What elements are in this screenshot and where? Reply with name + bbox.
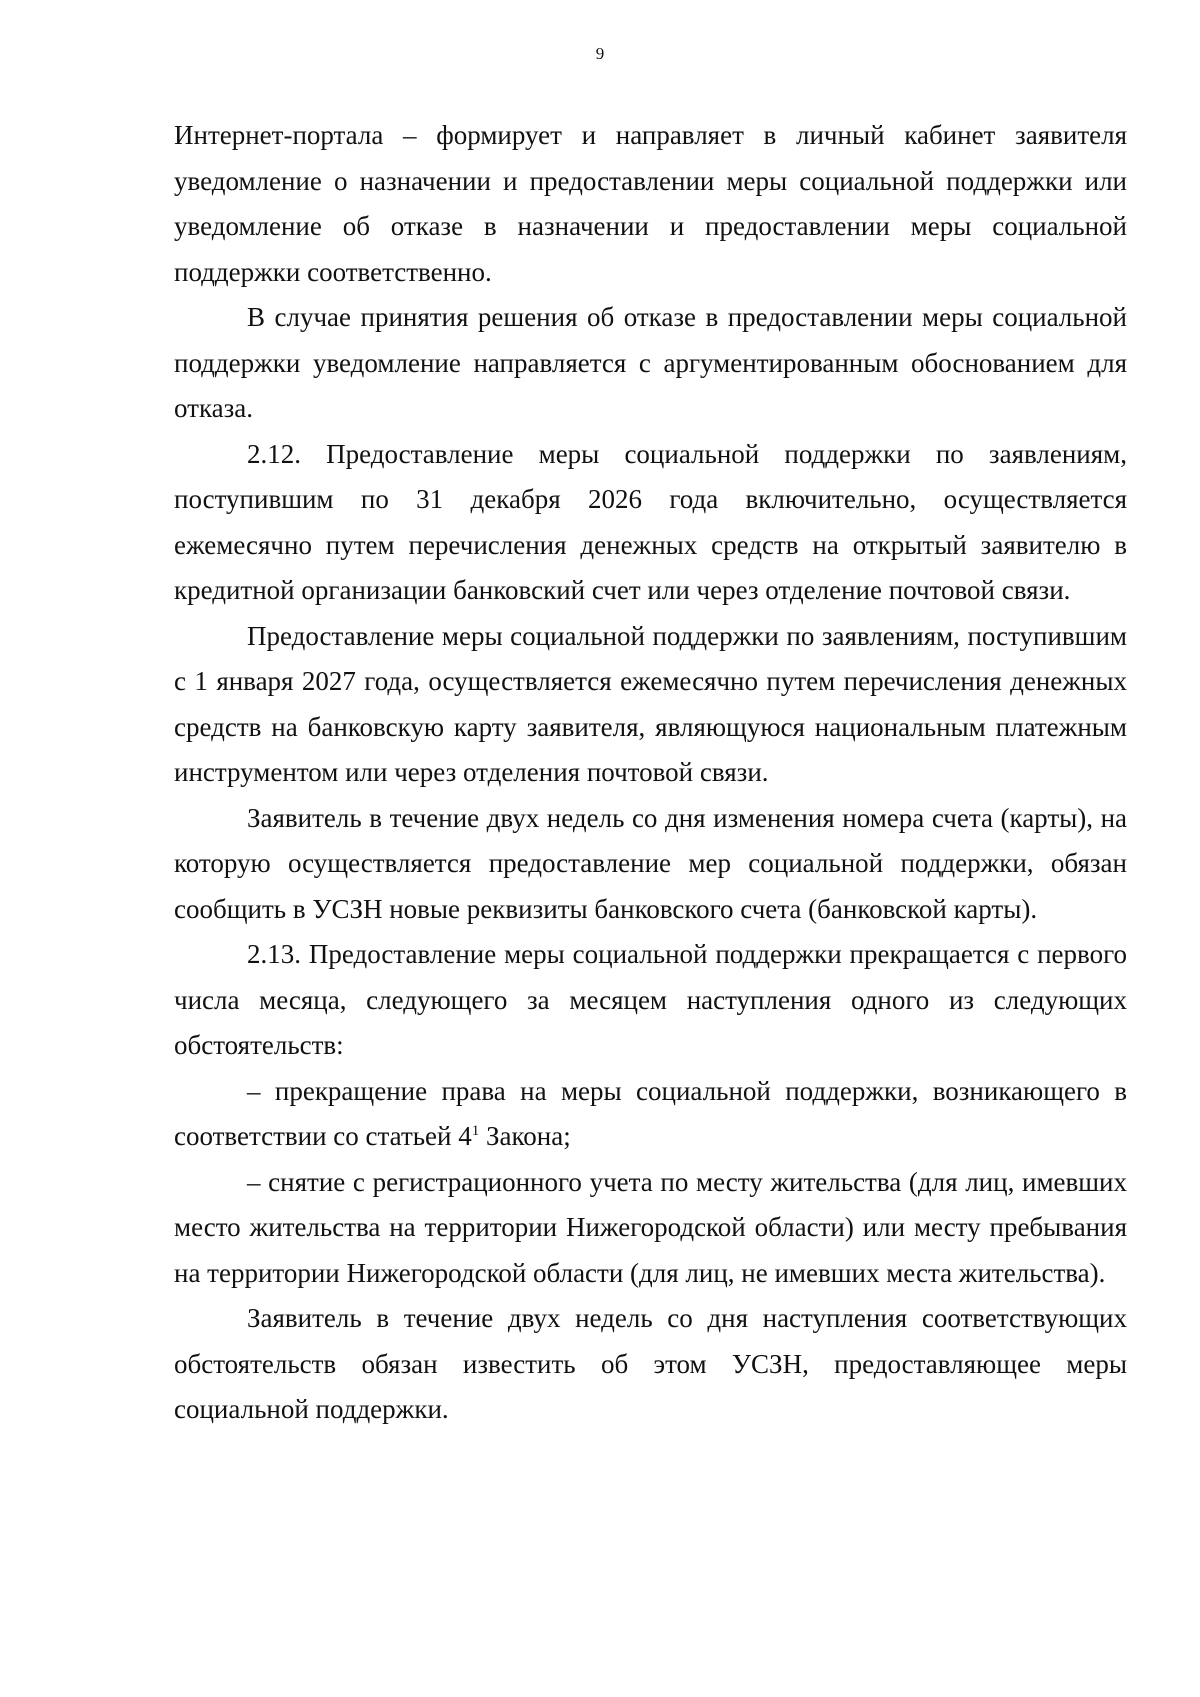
paragraph-notify-uszn: Заявитель в течение двух недель со дня наступления соответствующих обстоятельств обязан известить об этом УСЗН, предоставляющее меры социальной поддержки. (174, 1303, 1127, 1424)
paragraph-payment-from-2027: Предоставление меры социальной поддержки по заявлениям, поступившим с 1 января 2027 года, осуществляется ежемесячно путем перечисления денежных средств на банковскую карту заявителя, являющуюся национальным платежным инструментом или через отделения почтовой связи. (174, 620, 1127, 787)
page-number: 9 (595, 44, 605, 63)
article-superscript: 1 (471, 1123, 480, 1139)
document-body (174, 113, 1127, 1433)
paragraph-account-change: Заявитель в течение двух недель со дня изменения номера счета (карты), на которую осуществляется предоставление мер социальной поддержки, обязан сообщить в УСЗН новые реквизиты банковского счета (банковской карты). (174, 802, 1127, 924)
paragraph-refusal-notice: В случае принятия решения об отказе в предоставлении меры социальной поддержки уведомление направляется с аргументированным обоснованием для отказа. (174, 302, 1127, 423)
paragraph-portal-notification: Интернет-портала – формирует и направляет в личный кабинет заявителя уведомление о назначении и предоставлении меры социальной поддержки или уведомление об отказе в назначении и предоставлении меры социальной поддержки соответственно. (174, 120, 1127, 287)
list-item-text: – прекращение права на меры социальной поддержки, возникающего в соответствии со статьей 4 (174, 1075, 1127, 1151)
list-item-text-end: Закона; (479, 1121, 571, 1151)
paragraph-2-13: 2.13. Предоставление меры социальной поддержки прекращается с первого числа месяца, следующего за месяцем наступления одного из следующих обстоятельств: (174, 939, 1127, 1060)
list-item-deregistration: – снятие с регистрационного учета по месту жительства (для лиц, имевших место жительства на территории Нижегородской области) или месту пребывания на территории Нижегородской области (для лиц, не имевших места жительства). (174, 1166, 1127, 1288)
list-item-termination-of-right (174, 1069, 1127, 1160)
paragraph-2-12: 2.12. Предоставление меры социальной поддержки по заявлениям, поступившим по 31 декабря 2026 года включительно, осуществляется ежемесячно путем перечисления денежных средств на открытый заявителю в кредитной организации банковский счет или через отделение почтовой связи. (174, 438, 1127, 605)
